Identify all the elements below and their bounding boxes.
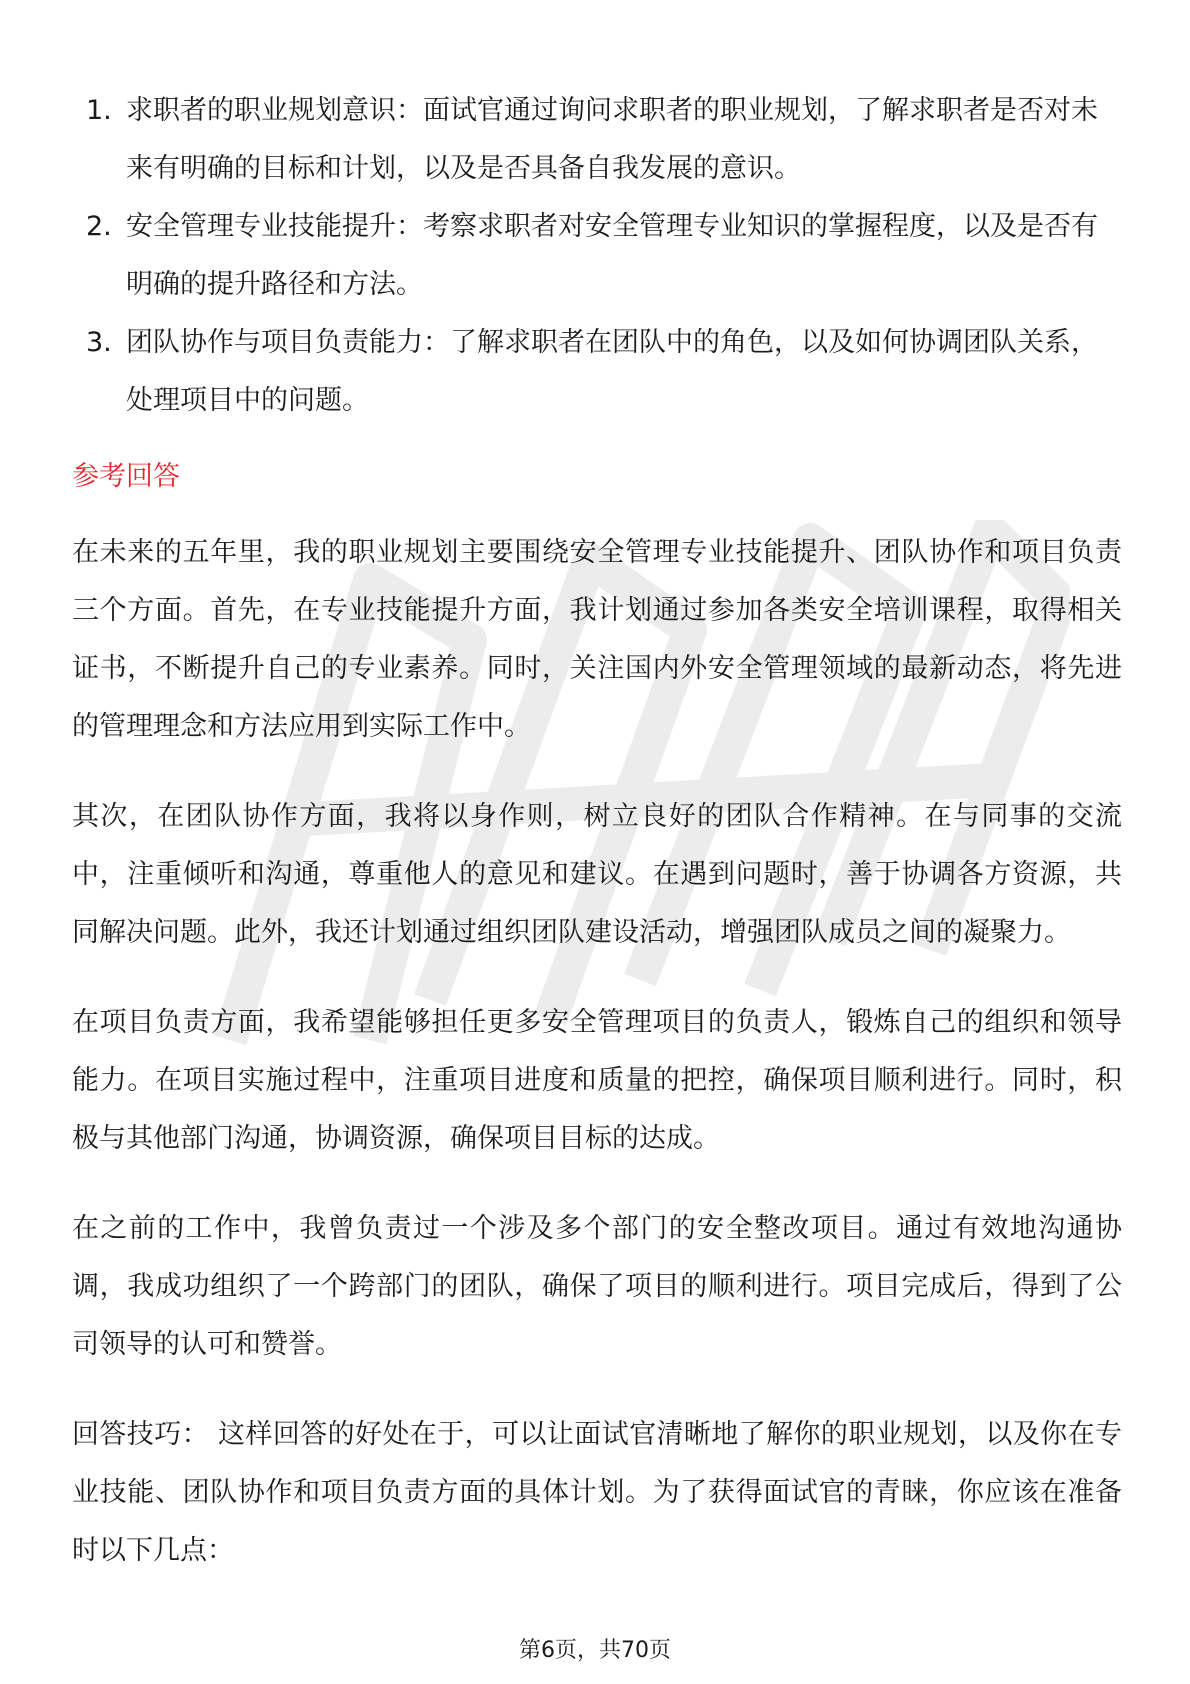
paragraph: 在项目负责方面，我希望能够担任更多安全管理项目的负责人，锻炼自己的组织和领导能力。在项目实施过程中，注重项目进度和质量的把控，确保项目顺利进行。同时，积极与其他部门沟通，协调资源，确保项目目标的达成。 <box>72 1007 1122 1154</box>
section-heading: 参考回答 <box>72 461 180 492</box>
paragraph: 回答技巧： 这样回答的好处在于，可以让面试官清晰地了解你的职业规划，以及你在专业技能、团队协作和项目负责方面的具体计划。为了获得面试官的青睐，你应该在准备时以下几点： <box>72 1419 1122 1566</box>
list-item-number: 2. <box>86 211 112 242</box>
page-footer: 第6页，共70页 <box>519 1638 671 1663</box>
list-item-text: 安全管理专业技能提升：考察求职者对安全管理专业知识的掌握程度，以及是否有明确的提升路径和方法。 <box>126 211 1098 300</box>
evaluation-points-list <box>72 82 1122 430</box>
list-item <box>72 314 1122 430</box>
paragraph: 其次，在团队协作方面，我将以身作则，树立良好的团队合作精神。在与同事的交流中，注重倾听和沟通，尊重他人的意见和建议。在遇到问题时，善于协调各方资源，共同解决问题。此外，我还计划通过组织团队建设活动，增强团队成员之间的凝聚力。 <box>72 801 1122 948</box>
paragraph: 在未来的五年里，我的职业规划主要围绕安全管理专业技能提升、团队协作和项目负责三个方面。首先，在专业技能提升方面，我计划通过参加各类安全培训课程，取得相关证书，不断提升自己的专业素养。同时，关注国内外安全管理领域的最新动态，将先进的管理理念和方法应用到实际工作中。 <box>72 537 1122 742</box>
list-item-text: 团队协作与项目负责能力：了解求职者在团队中的角色，以及如何协调团队关系，处理项目中的问题。 <box>126 327 1098 416</box>
list-item <box>72 198 1122 314</box>
list-item-text: 求职者的职业规划意识：面试官通过询问求职者的职业规划，了解求职者是否对未来有明确的目标和计划，以及是否具备自我发展的意识。 <box>126 95 1098 184</box>
document-body <box>72 82 1122 1612</box>
paragraph: 在之前的工作中，我曾负责过一个涉及多个部门的安全整改项目。通过有效地沟通协调，我成功组织了一个跨部门的团队，确保了项目的顺利进行。项目完成后，得到了公司领导的认可和赞誉。 <box>72 1213 1122 1360</box>
list-item-number: 3. <box>86 327 112 358</box>
list-item <box>72 82 1122 198</box>
list-item-number: 1. <box>86 95 112 126</box>
